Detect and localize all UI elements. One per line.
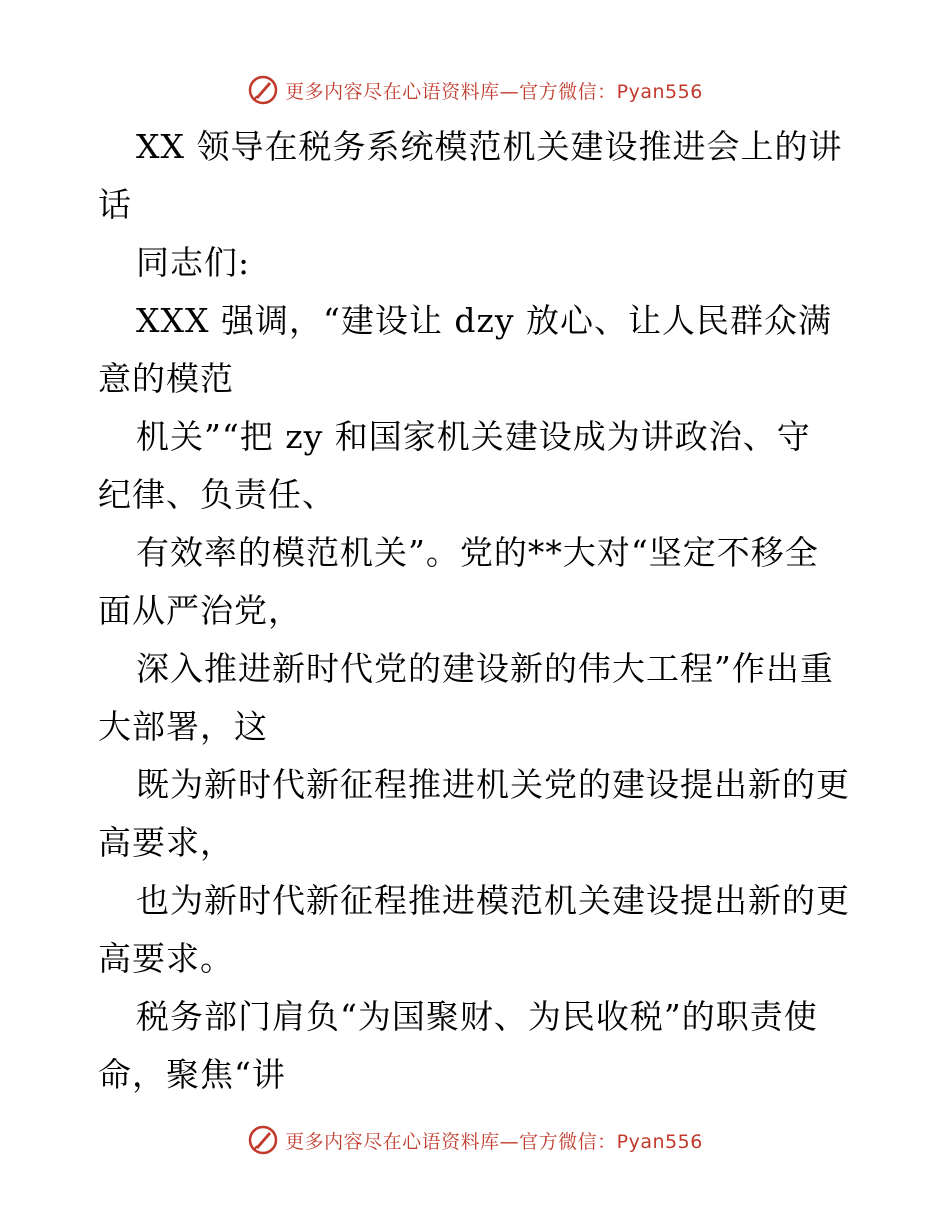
quill-pen-icon [247, 74, 279, 106]
paragraph-line: 深入推进新时代党的建设新的伟大工程”作出重 [136, 649, 834, 688]
paragraph-line: 大部署，这 [98, 707, 268, 746]
paragraph-line: 纪律、负责任、 [98, 475, 336, 514]
watermark-text: 更多内容尽在心语资料库—官方微信：Pyan556 [285, 1130, 703, 1153]
paragraph-line: 既为新时代新征程推进机关党的建设提出新的更 [136, 765, 850, 804]
title-line-1: XX 领导在税务系统模范机关建设推进会上的讲 [136, 127, 843, 166]
watermark-text: 更多内容尽在心语资料库—官方微信：Pyan556 [285, 80, 703, 103]
paragraph-line: 命，聚焦“讲 [98, 1055, 286, 1094]
paragraph-line: 意的模范 [98, 359, 234, 398]
paragraph-line: 高要求。 [98, 939, 234, 978]
paragraph-line: XXX 强调，“建设让 dzy 放心、让人民群众满 [136, 301, 832, 340]
salutation: 同志们: [136, 243, 251, 282]
paragraph-line: 面从严治党， [98, 591, 302, 630]
footer-watermark [0, 1120, 950, 1160]
document-body [98, 118, 858, 1104]
title-line-2: 话 [98, 185, 132, 224]
header-watermark [0, 70, 950, 110]
paragraph-line: 有效率的模范机关”。党的**大对“坚定不移全 [136, 533, 819, 572]
paragraph-line: 税务部门肩负“为国聚财、为民收税”的职责使 [136, 997, 818, 1036]
quill-pen-icon [247, 1124, 279, 1156]
paragraph-line: 机关”“把 zy 和国家机关建设成为讲政治、守 [136, 417, 811, 456]
paragraph-line: 也为新时代新征程推进模范机关建设提出新的更 [136, 881, 850, 920]
paragraph-line: 高要求， [98, 823, 234, 862]
